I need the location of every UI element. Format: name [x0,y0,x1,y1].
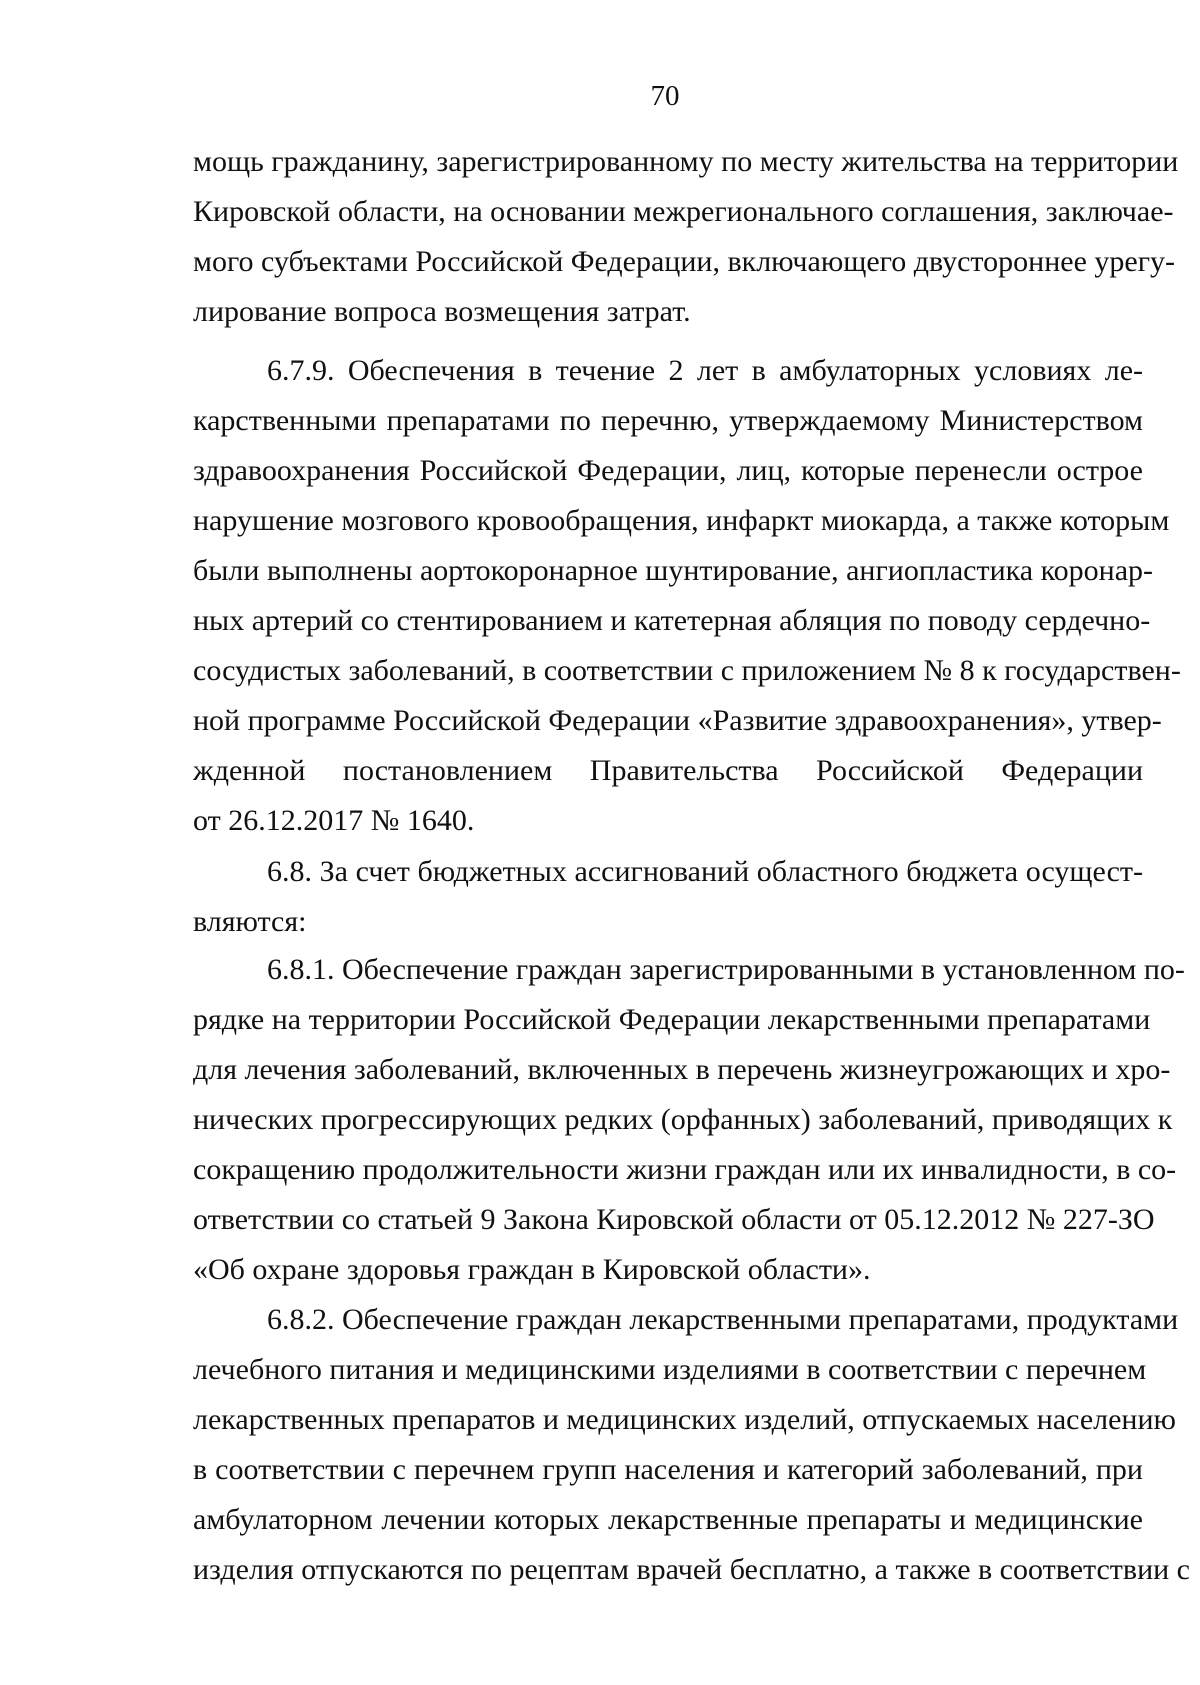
text-line: для лечения заболеваний, включенных в перечень жизнеугрожающих и хро- [193,1053,1171,1086]
text-line: ных артерий со стентированием и катетерная абляция по поводу сердечно- [193,604,1151,637]
paragraph-6-8-1 [193,945,1185,1295]
text-line: вляются: [193,905,307,938]
paragraph-continuation [193,137,1179,337]
text-line: мого субъектами Российской Федерации, включающего двустороннее урегу- [193,245,1176,278]
text-line: нических прогрессирующих редких (орфанных) заболеваний, приводящих к [193,1103,1173,1136]
text-line: от 26.12.2017 № 1640. [193,804,475,837]
paragraph-6-8-2 [193,1295,1191,1595]
text-line: были выполнены аортокоронарное шунтирование, ангиопластика коронар- [193,554,1153,587]
text-line: нарушение мозгового кровообращения, инфаркт миокарда, а также которым [193,504,1170,537]
paragraph-6-8 [193,847,1143,947]
text-line: 6.8.2. Обеспечение граждан лекарственными препаратами, продуктами [267,1303,1179,1336]
text-line: мощь гражданину, зарегистрированному по месту жительства на территории [193,145,1179,178]
text-line: ной программе Российской Федерации «Развитие здравоохранения», утвер- [193,704,1162,737]
text-line: жденной постановлением Правительства Российской Федерации [193,754,1143,787]
text-line: карственными препаратами по перечню, утверждаемому Министерством [193,404,1143,437]
text-line: 6.8.1. Обеспечение граждан зарегистрированными в установленном по- [267,953,1185,986]
text-line: изделия отпускаются по рецептам врачей бесплатно, а также в соответствии с [193,1553,1191,1586]
text-line: лирование вопроса возмещения затрат. [193,295,691,328]
page-number: 70 [650,80,680,112]
text-line: «Об охране здоровья граждан в Кировской области». [193,1253,871,1286]
paragraph-6-7-9 [193,346,1181,846]
text-line: амбулаторном лечении которых лекарственные препараты и медицинские [193,1503,1143,1536]
text-line: Кировской области, на основании межрегионального соглашения, заключае- [193,195,1174,228]
text-line: лечебного питания и медицинскими изделиями в соответствии с перечнем [193,1353,1147,1386]
text-line: здравоохранения Российской Федерации, лиц, которые перенесли острое [193,454,1143,487]
text-line: в соответствии с перечнем групп населения и категорий заболеваний, при [193,1453,1143,1486]
text-line: лекарственных препаратов и медицинских изделий, отпускаемых населению [193,1403,1176,1436]
text-line: рядке на территории Российской Федерации лекарственными препаратами [193,1003,1151,1036]
text-line: сокращению продолжительности жизни граждан или их инвалидности, в со- [193,1153,1177,1186]
text-line: ответствии со статьей 9 Закона Кировской области от 05.12.2012 № 227-ЗО [193,1203,1155,1236]
text-line: 6.8. За счет бюджетных ассигнований областного бюджета осущест- [267,855,1143,888]
text-line: 6.7.9. Обеспечения в течение 2 лет в амбулаторных условиях ле- [267,354,1143,387]
text-line: сосудистых заболеваний, в соответствии с приложением № 8 к государствен- [193,654,1181,687]
